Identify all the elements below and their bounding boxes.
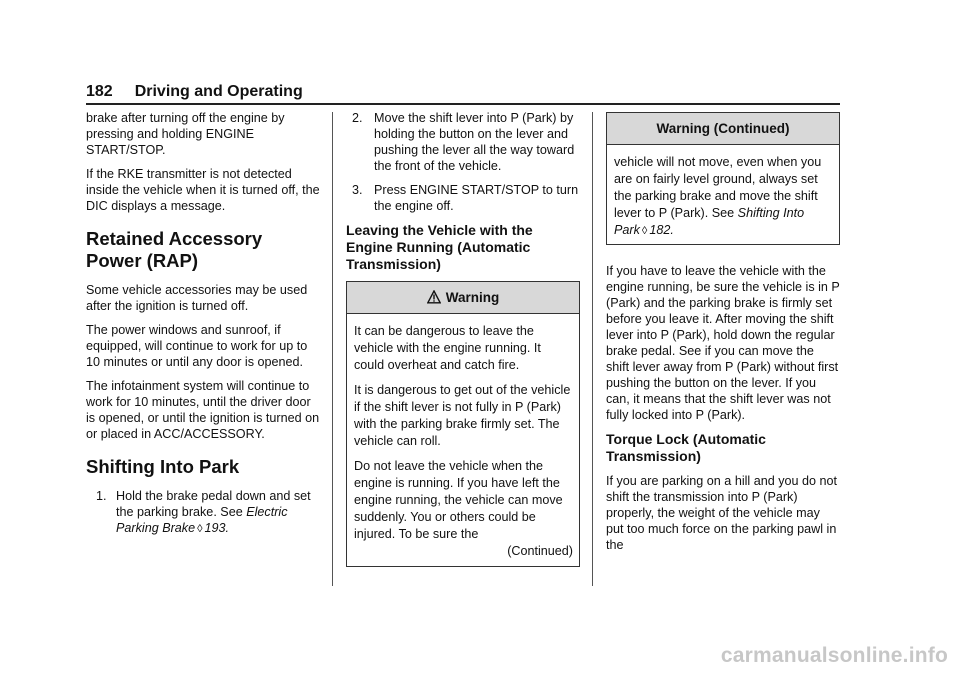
- park-steps-list-continued: [346, 110, 580, 214]
- warning-paragraph-2: It is dangerous to get out of the vehicle if the shift lever is not fully in P (Park) with the parking brake firmly set. The vehicle can roll.: [354, 383, 571, 448]
- warning-continued-body: [607, 145, 839, 244]
- page-number: 182: [86, 83, 113, 100]
- torque-lock-heading: Torque Lock (Automatic Transmission): [606, 431, 766, 464]
- step-number: 3.: [352, 183, 363, 197]
- warning-triangle-icon: [427, 290, 441, 304]
- warning-continued-header: Warning (Continued): [607, 113, 839, 145]
- list-item: [86, 488, 322, 537]
- step-text: Press ENGINE START/STOP to turn the engine off.: [374, 183, 579, 213]
- step-text: [116, 488, 322, 537]
- torque-lock-paragraph: If you are parking on a hill and you do not shift the transmission into P (Park) properly, the weight of the vehicle may put too much force on the parking pawl in the: [606, 474, 838, 552]
- column-divider-1: [332, 112, 333, 586]
- watermark: carmanualsonline.info: [720, 644, 948, 667]
- rap-paragraph-3: The infotainment system will continue to work for 10 minutes, until the driver door is opened, or until the ignition is turned on or placed in ACC/ACCESSORY.: [86, 379, 320, 441]
- rap-paragraph-1: Some vehicle accessories may be used after the ignition is turned off.: [86, 283, 308, 313]
- page-header: [86, 83, 303, 101]
- warning-continued-text: vehicle will not move, even when you are on fairly level ground, always set the parking brake and move the shift lever to P (Park). See: [614, 155, 822, 220]
- leaving-vehicle-heading: Leaving the Vehicle with the Engine Running (Automatic Transmission): [346, 222, 533, 272]
- column-3: [606, 112, 840, 561]
- warning-box: [346, 281, 580, 567]
- rap-heading: Retained Accessory Power (RAP): [86, 228, 263, 271]
- rke-paragraph: If the RKE transmitter is not detected inside the vehicle when it is turned off, the DIC displays a message.: [86, 167, 320, 213]
- column-divider-2: [592, 112, 593, 586]
- rap-paragraph-2: The power windows and sunroof, if equipped, will continue to work for up to 10 minutes or until any door is opened.: [86, 323, 308, 369]
- leave-engine-running-paragraph: If you have to leave the vehicle with the engine running, be sure the vehicle is in P (Park) and the parking brake is firmly set before you leave it. After moving the shift lever into P (Park), hold down the regular brake pedal. See if you can move the shift lever away from P (Park) without first pushing the button on the lever. If you can, it means that the shift lever was not fully locked into P (Park).: [606, 264, 840, 422]
- continued-label: (Continued): [507, 544, 573, 558]
- header-rule: [86, 103, 840, 105]
- shifting-into-park-link[interactable]: Shifting Into Park: [614, 206, 805, 237]
- warning-header: [347, 282, 579, 314]
- list-item: [346, 182, 580, 214]
- column-2: [346, 110, 580, 567]
- electric-parking-brake-link[interactable]: Electric Parking Brake: [116, 505, 288, 535]
- park-steps-list: [86, 488, 322, 537]
- warning-paragraph-1: It can be dangerous to leave the vehicle with the engine running. It could overheat and catch fire.: [354, 324, 541, 372]
- page-reference-icon: ◊: [197, 523, 203, 535]
- warning-body: [347, 314, 579, 566]
- step-number: 2.: [352, 111, 363, 125]
- list-item: [346, 110, 580, 174]
- intro-paragraph: brake after turning off the engine by pressing and holding ENGINE START/STOP.: [86, 111, 285, 157]
- step-1-text: Hold the brake pedal down and set the parking brake. See: [116, 489, 311, 519]
- warning-title: Warning: [445, 290, 500, 305]
- warning-paragraph-3: Do not leave the vehicle when the engine is running. If you have left the engine running, the vehicle can move suddenly. You or others could be injured. To be sure the: [354, 459, 563, 541]
- page-reference-number[interactable]: 182.: [649, 223, 674, 237]
- page-reference-icon: ◊: [641, 225, 648, 237]
- warning-continued-box: [606, 112, 840, 245]
- column-1: [86, 110, 322, 545]
- step-number: 1.: [96, 489, 107, 503]
- shifting-into-park-heading: Shifting Into Park: [86, 456, 240, 477]
- page-reference-number[interactable]: 193.: [204, 521, 230, 535]
- section-title: Driving and Operating: [134, 83, 303, 100]
- step-text: Move the shift lever into P (Park) by holding the button on the lever and pushing the lever all the way toward the front of the vehicle.: [374, 111, 575, 173]
